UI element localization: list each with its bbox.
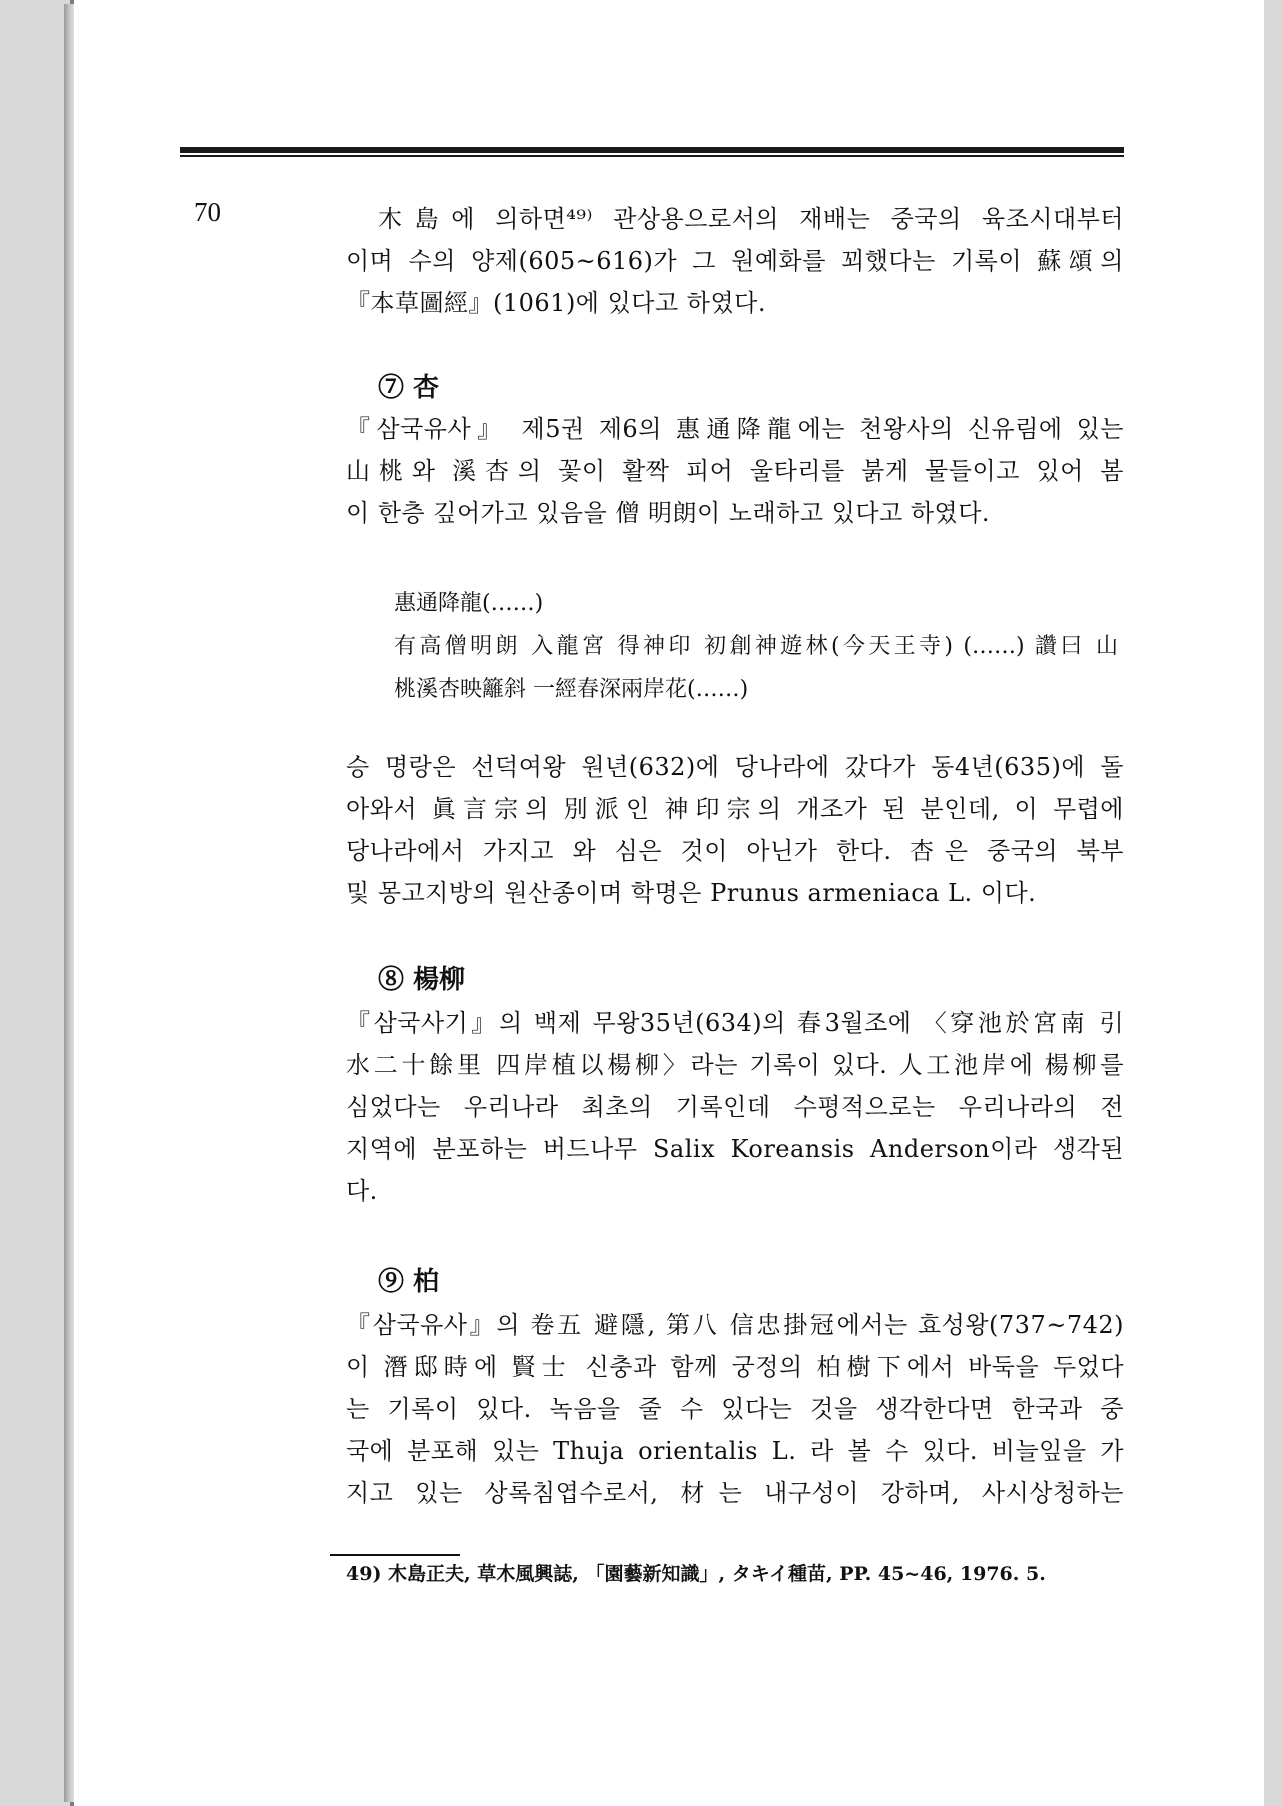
text-line: 『삼국유사』의 卷五 避隱, 第八 信忠掛冠에서는 효성왕(737~742) <box>346 1311 1124 1339</box>
text-line: 승 명랑은 선덕여왕 원년(632)에 당나라에 갔다가 동4년(635)에 돌 <box>346 753 1124 781</box>
paragraph-willow <box>346 1002 1124 1212</box>
footnote: 49) 木島正夫, 草木風興誌, 「園藝新知識」, タキイ種苗, PP. 45~46, 1976. 5. <box>346 1563 1046 1585</box>
text-line: 이 潛邸時에 賢士 신충과 함께 궁정의 柏樹下에서 바둑을 두었다 <box>346 1353 1124 1381</box>
quote-line: 惠通降龍(……) <box>394 591 544 616</box>
section-heading-apricot: ⑦ 杏 <box>378 373 440 403</box>
text-line: 지역에 분포하는 버드나무 Salix Koreansis Anderson이라 생각된 <box>346 1135 1124 1163</box>
block-quote <box>394 582 1118 711</box>
page-number: 70 <box>194 197 221 227</box>
text-line: 『本草圖經』(1061)에 있다고 하였다. <box>346 289 766 317</box>
text-line: 아와서 眞言宗의 別派인 神印宗의 개조가 된 분인데, 이 무렵에 <box>346 795 1124 823</box>
text-line: 당나라에서 가지고 와 심은 것이 아닌가 한다. 杏은 중국의 북부 <box>346 837 1124 865</box>
text-line: 水二十餘里 四岸植以楊柳〉라는 기록이 있다. 人工池岸에 楊柳를 <box>346 1051 1124 1079</box>
text-line: 木島에 의하면⁴⁹⁾ 관상용으로서의 재배는 중국의 육조시대부터 <box>378 205 1124 233</box>
paragraph-apricot-2 <box>346 746 1124 914</box>
text-line: 이 한층 깊어가고 있음을 僧 明朗이 노래하고 있다고 하였다. <box>346 499 991 527</box>
section-heading-thuja: ⑨ 柏 <box>378 1267 440 1297</box>
text-line: 山桃와 溪杏의 꽃이 활짝 피어 울타리를 붉게 물들이고 있어 봄 <box>346 457 1124 485</box>
header-rule-thick <box>180 147 1124 153</box>
text-line: 및 몽고지방의 원산종이며 학명은 Prunus armeniaca L. 이다. <box>346 879 1037 907</box>
quote-line: 有高僧明朗 入龍宮 得神印 初創神遊林(今天王寺) (……) 讚曰 山 <box>394 634 1118 659</box>
quote-line: 桃溪杏映籬斜 一經春深兩岸花(……) <box>394 677 749 702</box>
section-heading-willow: ⑧ 楊柳 <box>378 965 466 995</box>
paragraph-intro <box>346 198 1124 324</box>
text-line: 는 기록이 있다. 녹음을 줄 수 있다는 것을 생각한다면 한국과 중 <box>346 1395 1124 1423</box>
text-line: 이며 수의 양제(605~616)가 그 원예화를 꾀했다는 기록이 蘇頌의 <box>346 247 1124 275</box>
text-line: 국에 분포해 있는 Thuja orientalis L. 라 볼 수 있다. 비늘잎을 가 <box>346 1437 1124 1465</box>
header-rule-thin <box>180 155 1124 157</box>
paragraph-thuja <box>346 1304 1124 1514</box>
footnote-rule <box>330 1554 460 1556</box>
text-line: 심었다는 우리나라 최초의 기록인데 수평적으로는 우리나라의 전 <box>346 1093 1124 1121</box>
text-line: 『삼국사기』의 백제 무왕35년(634)의 春3월조에 〈穿池於宮南 引 <box>346 1009 1124 1037</box>
text-line: 『삼국유사』 제5권 제6의 惠通降龍에는 천왕사의 신유림에 있는 <box>346 415 1124 443</box>
paragraph-apricot <box>346 408 1124 534</box>
text-line: 지고 있는 상록침엽수로서, 材는 내구성이 강하며, 사시상청하는 <box>346 1479 1124 1507</box>
text-line: 다. <box>346 1177 378 1205</box>
